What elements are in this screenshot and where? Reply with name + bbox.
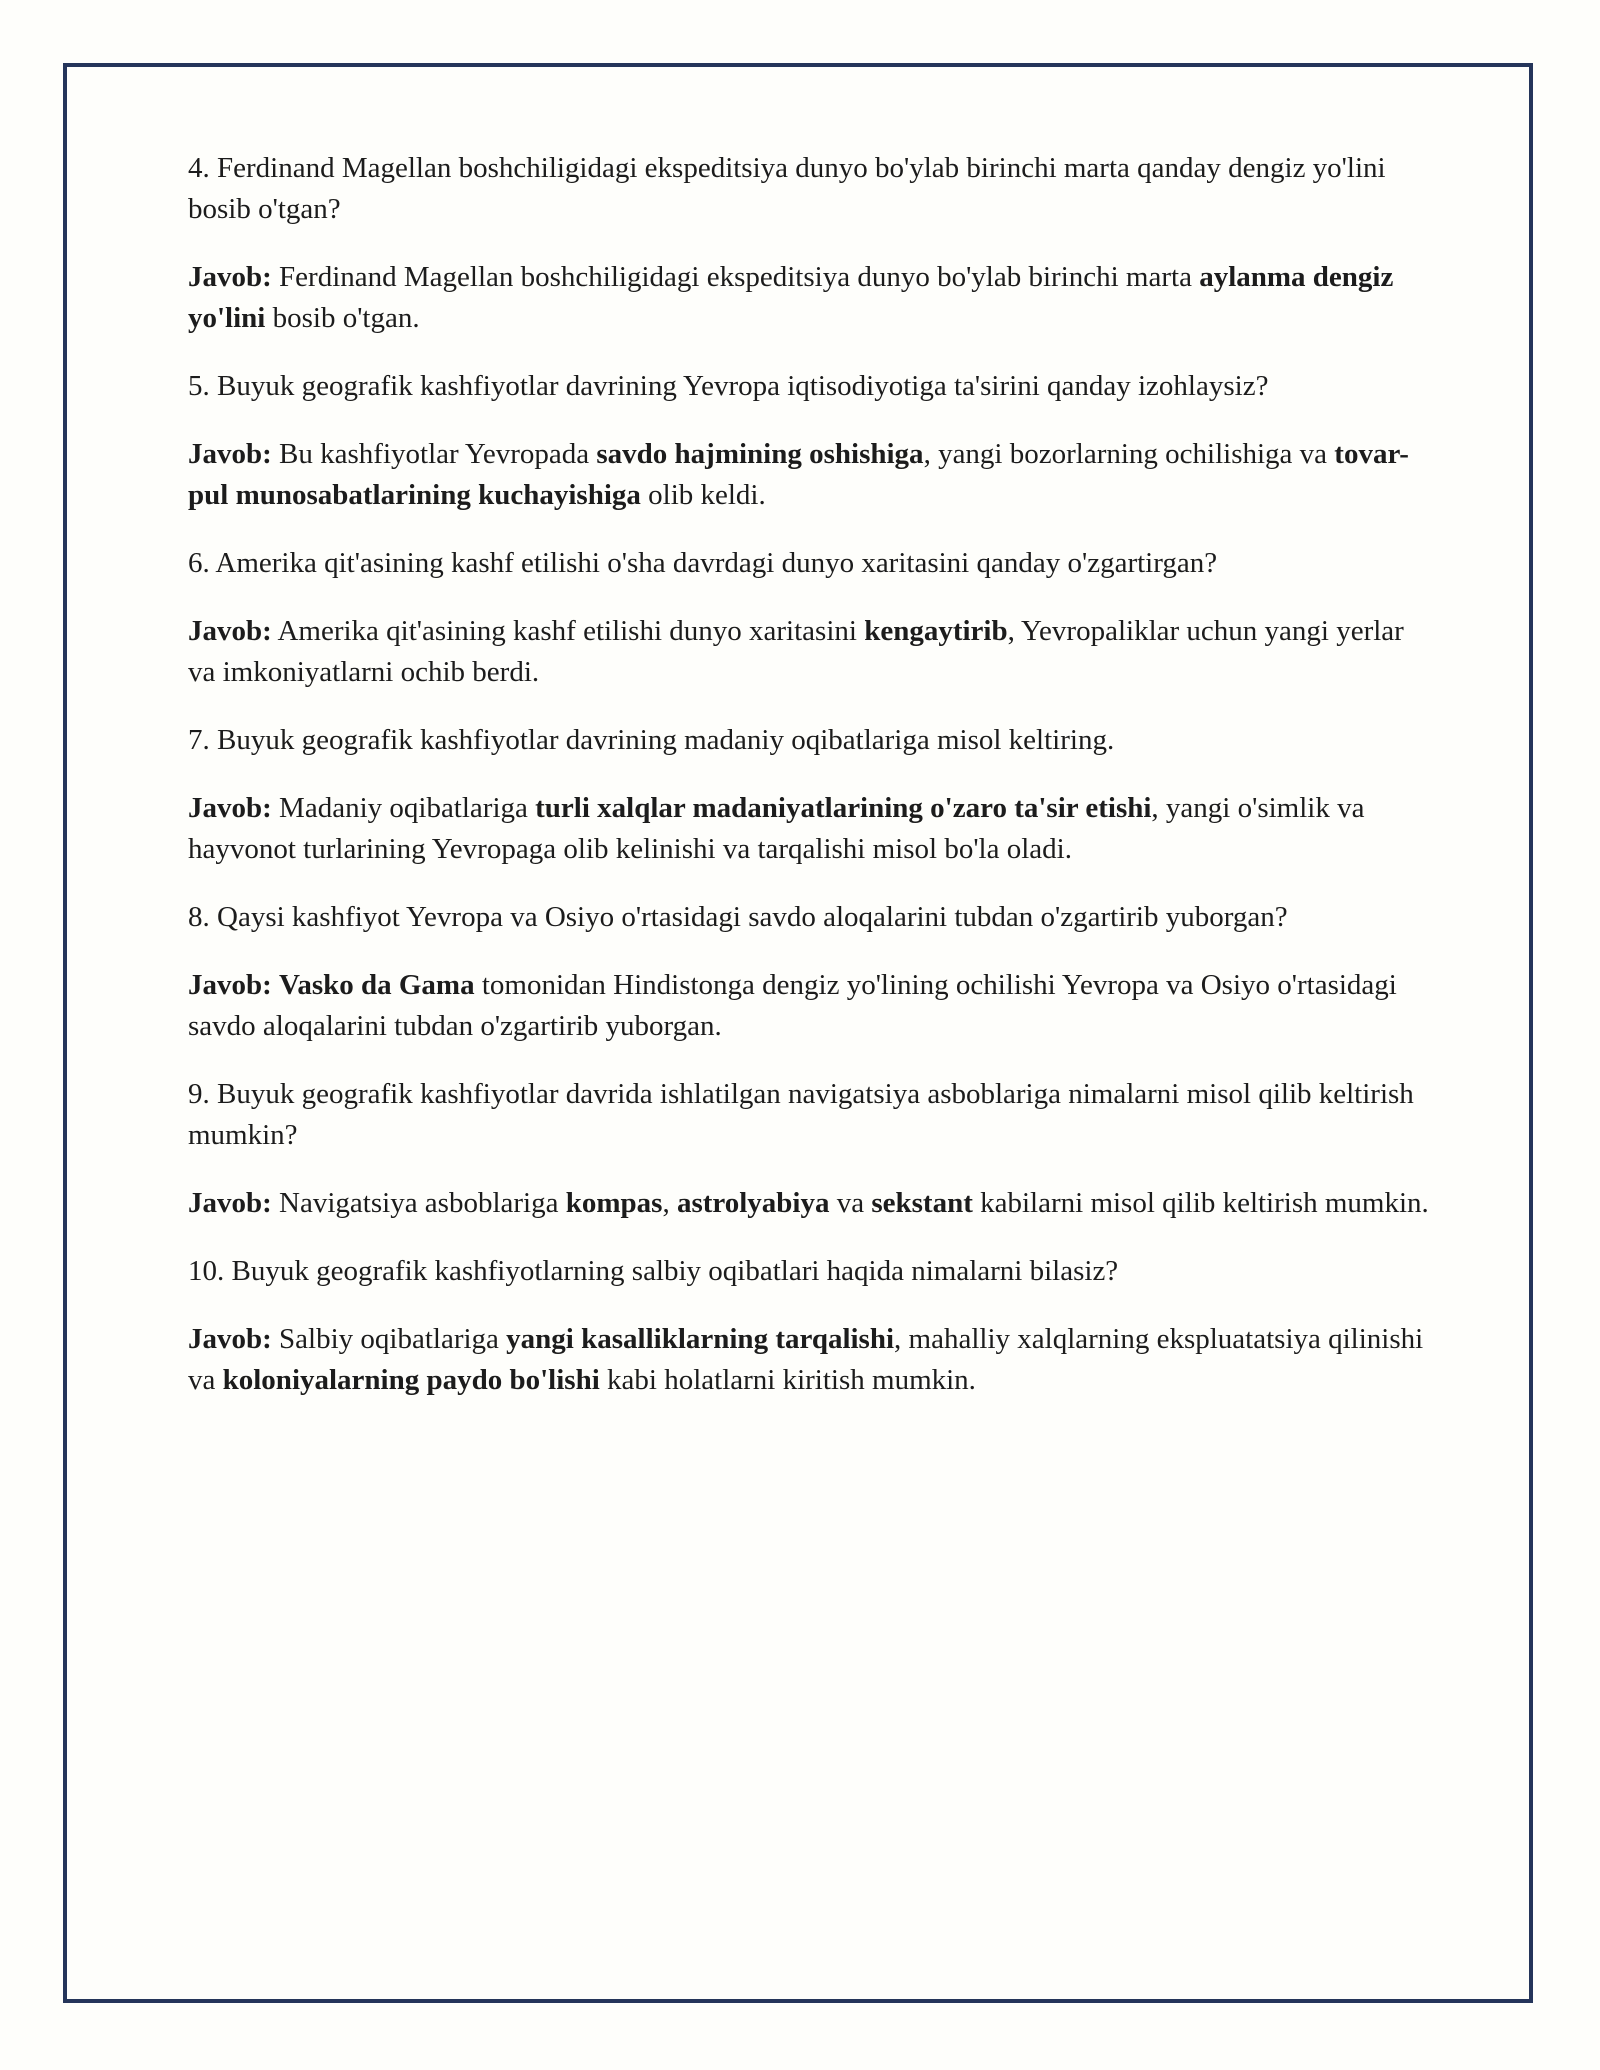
answer-9 [188,1183,1438,1224]
answer-10 [188,1319,1438,1401]
answer-label: Javob: [188,792,272,824]
answer-label: Javob: [188,615,272,647]
answer-label: Javob: [188,261,272,293]
answer-highlight: turli xalqlar madaniyatlarining o'zaro ta'sir etishi [535,792,1152,824]
answer-label: Javob: [188,438,272,470]
answer-text: va [829,1187,872,1219]
answer-highlight: sekstant [871,1187,973,1219]
question-9: 9. Buyuk geografik kashfiyotlar davrida ishlatilgan navigatsiya asboblariga nimalarni misol qilib keltirish mumkin? [188,1078,1414,1151]
answer-6 [188,611,1438,693]
answer-highlight: savdo hajmining oshishiga [596,438,924,470]
answer-text: tomonidan Hindistonga dengiz yo'lining ochilishi Yevropa va Osiyo o'rtasidagi savdo aloqalarini tubdan o'zgartirib yuborgan. [188,969,1397,1042]
answer-text [272,969,279,1001]
question-7: 7. Buyuk geografik kashfiyotlar davrining madaniy oqibatlariga misol keltiring. [188,724,1115,756]
answer-highlight: astrolyabiya [676,1187,830,1219]
answer-highlight: kengaytirib [864,615,1008,647]
question-6: 6. Amerika qit'asining kashf etilishi o'sha davrdagi dunyo xaritasini qanday o'zgartirgan? [188,547,1218,579]
answer-text: , [662,1187,677,1219]
answer-text: bosib o'tgan. [265,302,420,334]
answer-label: Javob: [188,969,272,1001]
answer-highlight: koloniyalarning paydo bo'lishi [222,1364,600,1396]
question-5: 5. Buyuk geografik kashfiyotlar davrining Yevropa iqtisodiyotiga ta'sirini qanday izohlaysiz? [188,370,1269,402]
answer-text: , yangi bozorlarning ochilishiga va [923,438,1335,470]
question-8: 8. Qaysi kashfiyot Yevropa va Osiyo o'rtasidagi savdo aloqalarini tubdan o'zgartirib yuborgan? [188,901,1288,933]
answer-text: Salbiy oqibatlariga [271,1323,507,1355]
answer-7 [188,788,1438,870]
answer-5 [188,434,1438,516]
answer-text: olib keldi. [640,479,766,511]
answer-text: , Yevropaliklar uchun yangi yerlar va imkoniyatlarni ochib berdi. [188,615,1404,688]
answer-highlight: yangi kasalliklarning tarqalishi [506,1323,895,1355]
answer-highlight: kompas [565,1187,663,1219]
document-body [188,148,1438,1428]
answer-label: Javob: [188,1187,272,1219]
answer-text: kabilarni misol qilib keltirish mumkin. [972,1187,1429,1219]
answer-text: kabi holatlarni kiritish mumkin. [599,1364,976,1396]
answer-text: Madaniy oqibatlariga [271,792,536,824]
answer-highlight: Vasko da Gama [279,969,475,1001]
answer-text: , yangi o'simlik va hayvonot turlarining Yevropaga olib kelinishi va tarqalishi misol bo'la oladi. [188,792,1365,865]
question-10: 10. Buyuk geografik kashfiyotlarning salbiy oqibatlari haqida nimalarni bilasiz? [188,1255,1119,1287]
answer-label: Javob: [188,1323,272,1355]
answer-text: Amerika qit'asining kashf etilishi dunyo xaritasini [271,615,865,647]
answer-text: , mahalliy xalqlarning ekspluatatsiya qilinishi va [188,1323,1424,1396]
question-4: 4. Ferdinand Magellan boshchiligidagi ekspeditsiya dunyo bo'ylab birinchi marta qanday dengiz yo'lini bosib o'tgan? [188,152,1386,225]
answer-highlight: tovar-pul munosabatlarining kuchayishiga [188,438,1409,511]
answer-text: Bu kashfiyotlar Yevropada [271,438,597,470]
answer-8 [188,965,1438,1047]
answer-text: Ferdinand Magellan boshchiligidagi ekspeditsiya dunyo bo'ylab birinchi marta [271,261,1200,293]
answer-highlight: aylanma dengiz yo'lini [188,261,1394,334]
answer-text: Navigatsiya asboblariga [271,1187,566,1219]
answer-4 [188,257,1438,339]
